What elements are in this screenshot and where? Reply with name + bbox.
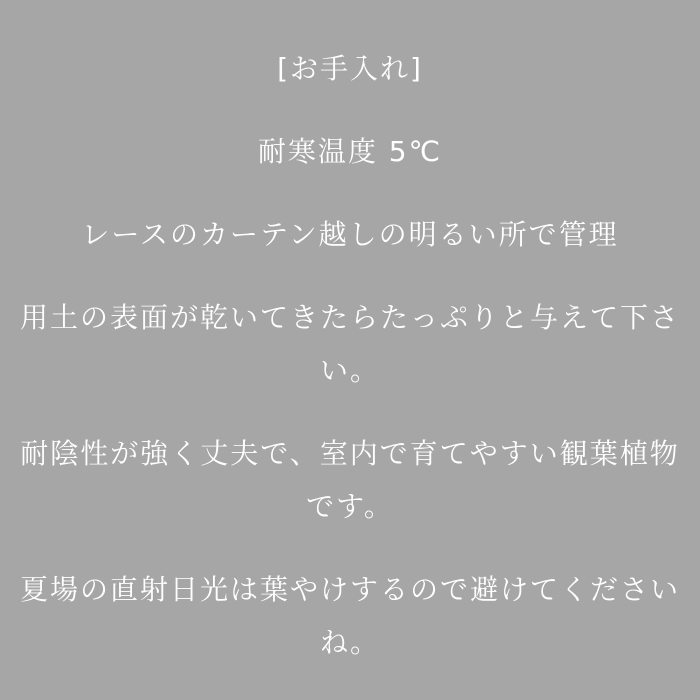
light-management-line: レースのカーテン越しの明るい所で管理 — [81, 218, 619, 251]
shade-tolerance-line: 耐陰性が強く丈夫で、室内で育てやすい観葉植物です。 — [20, 437, 680, 523]
care-title: [お手入れ] — [277, 52, 423, 85]
summer-sunlight-warning-line: 夏場の直射日光は葉やけするので避けてくださいね。 — [19, 573, 680, 659]
hardiness-temperature-line: 耐寒温度 5℃ — [257, 135, 443, 168]
watering-instruction-line: 用土の表面が乾いてきたらたっぷりと与えて下さい。 — [19, 301, 680, 387]
